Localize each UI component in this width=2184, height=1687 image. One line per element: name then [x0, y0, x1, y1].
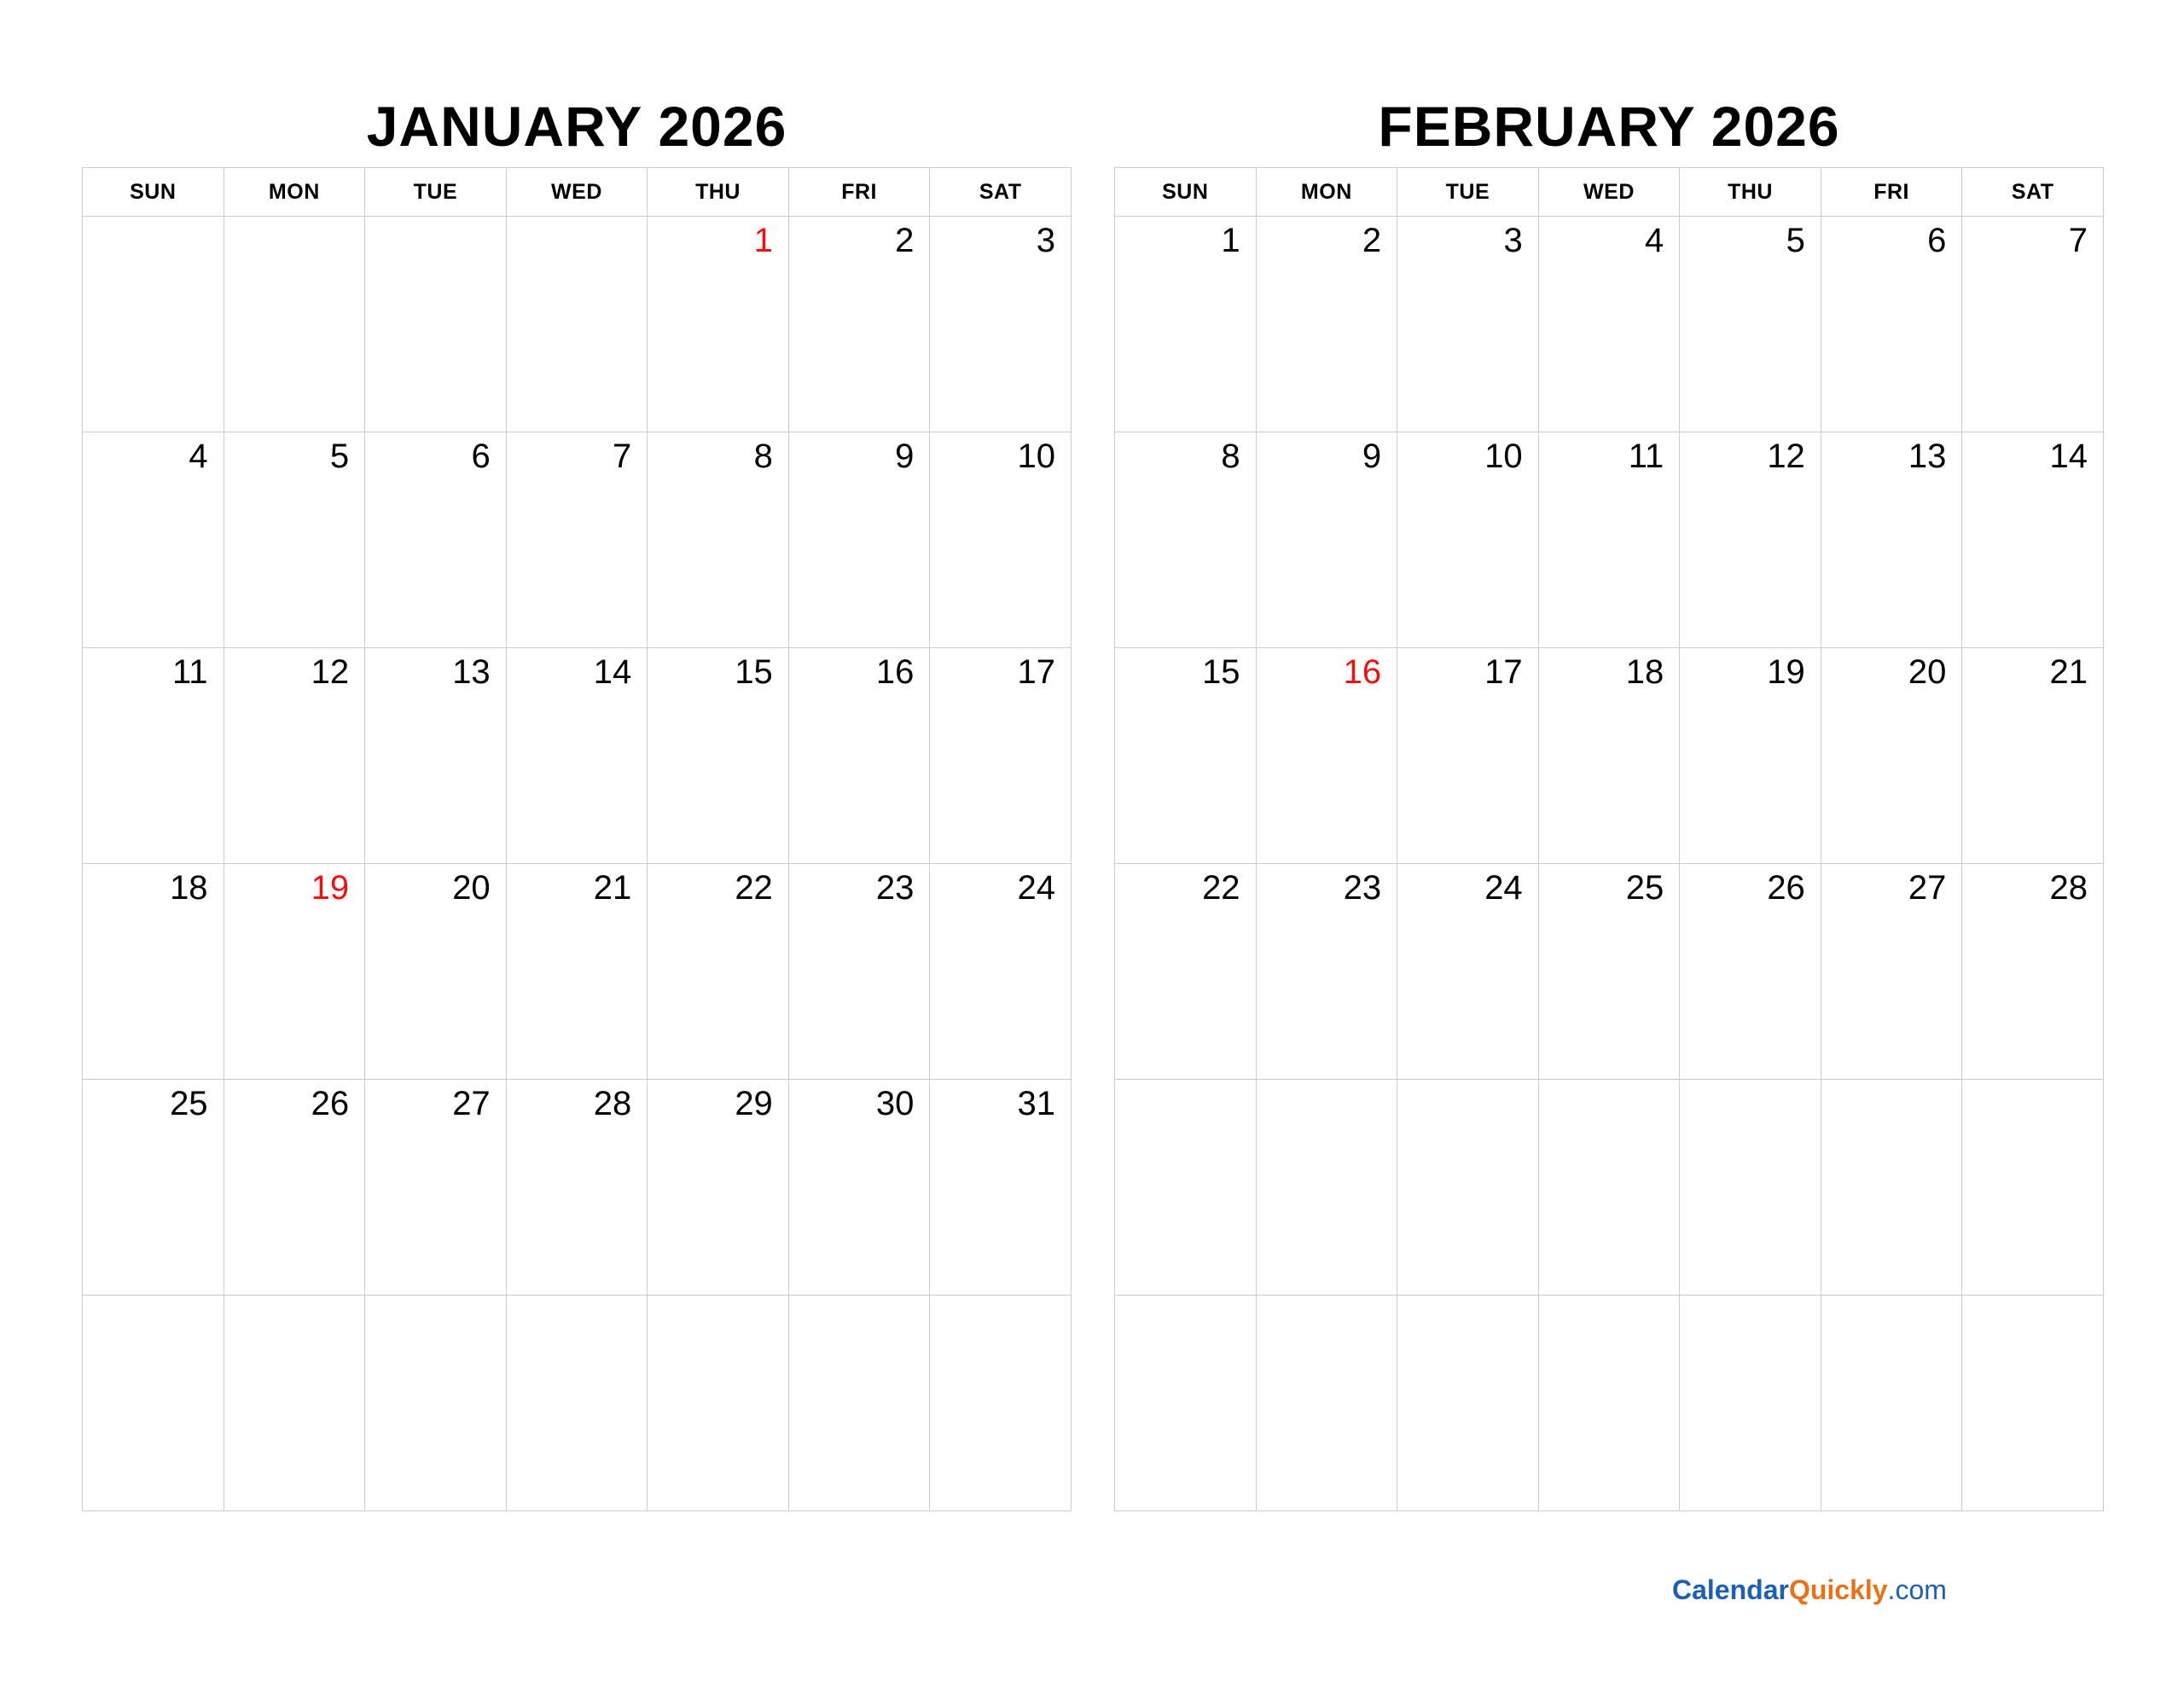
week-row [1115, 1080, 2104, 1296]
day-cell-15[interactable]: 15 [1115, 648, 1257, 864]
day-cell-19[interactable]: 19 [224, 864, 365, 1080]
day-cell-empty [1115, 1080, 1257, 1296]
weekday-header-sun: SUN [1115, 168, 1257, 217]
week-row [83, 864, 1072, 1080]
day-cell-13[interactable]: 13 [365, 648, 507, 864]
week-row [83, 217, 1072, 432]
week-row [83, 1296, 1072, 1511]
day-cell-empty [1538, 1080, 1680, 1296]
day-cell-empty [1256, 1080, 1397, 1296]
day-cell-17[interactable]: 17 [930, 648, 1072, 864]
day-cell-5[interactable]: 5 [1680, 217, 1821, 432]
day-cell-empty [1397, 1080, 1539, 1296]
week-row [1115, 432, 2104, 648]
weekday-header-sat: SAT [1962, 168, 2104, 217]
day-cell-11[interactable]: 11 [83, 648, 224, 864]
day-cell-empty [1680, 1296, 1821, 1511]
day-cell-16[interactable]: 16 [788, 648, 930, 864]
brand-part-quickly: Quickly [1788, 1574, 1888, 1605]
weekday-header-thu: THU [648, 168, 789, 217]
weekday-header-mon: MON [1256, 168, 1397, 217]
day-cell-empty [1962, 1296, 2104, 1511]
day-cell-6[interactable]: 6 [1821, 217, 1962, 432]
day-cell-6[interactable]: 6 [365, 432, 507, 648]
day-cell-empty [506, 217, 648, 432]
week-row [1115, 217, 2104, 432]
day-cell-empty [1256, 1296, 1397, 1511]
day-cell-5[interactable]: 5 [224, 432, 365, 648]
day-cell-17[interactable]: 17 [1397, 648, 1539, 864]
brand-part-domain: .com [1887, 1574, 1947, 1605]
month-title: FEBRUARY 2026 [1378, 95, 1840, 158]
day-cell-empty [83, 1296, 224, 1511]
week-row [1115, 1296, 2104, 1511]
day-cell-12[interactable]: 12 [224, 648, 365, 864]
weekday-header-mon: MON [224, 168, 365, 217]
day-cell-empty [224, 217, 365, 432]
weekday-header-wed: WED [1538, 168, 1680, 217]
month-grid [1114, 167, 2104, 1511]
day-cell-3[interactable]: 3 [1397, 217, 1539, 432]
week-row [1115, 648, 2104, 864]
day-cell-29[interactable]: 29 [648, 1080, 789, 1296]
day-cell-31[interactable]: 31 [930, 1080, 1072, 1296]
day-cell-11[interactable]: 11 [1538, 432, 1680, 648]
month-title: JANUARY 2026 [366, 95, 787, 158]
week-row [83, 1080, 1072, 1296]
day-cell-24[interactable]: 24 [1397, 864, 1539, 1080]
week-row [1115, 864, 2104, 1080]
day-cell-empty [1962, 1080, 2104, 1296]
weekday-header-tue: TUE [1397, 168, 1539, 217]
day-cell-2[interactable]: 2 [1256, 217, 1397, 432]
day-cell-25[interactable]: 25 [1538, 864, 1680, 1080]
calendar-container [82, 85, 2104, 1511]
day-cell-8[interactable]: 8 [648, 432, 789, 648]
weekday-header-fri: FRI [1821, 168, 1962, 217]
day-cell-13[interactable]: 13 [1821, 432, 1962, 648]
week-row [83, 432, 1072, 648]
day-cell-7[interactable]: 7 [506, 432, 648, 648]
day-cell-19[interactable]: 19 [1680, 648, 1821, 864]
day-cell-9[interactable]: 9 [788, 432, 930, 648]
day-cell-7[interactable]: 7 [1962, 217, 2104, 432]
day-cell-empty [83, 217, 224, 432]
day-cell-14[interactable]: 14 [1962, 432, 2104, 648]
day-cell-20[interactable]: 20 [1821, 648, 1962, 864]
day-cell-25[interactable]: 25 [83, 1080, 224, 1296]
day-cell-empty [1397, 1296, 1539, 1511]
weekday-header-sun: SUN [83, 168, 224, 217]
weekday-header-row [83, 168, 1072, 217]
day-cell-23[interactable]: 23 [1256, 864, 1397, 1080]
day-cell-27[interactable]: 27 [1821, 864, 1962, 1080]
day-cell-23[interactable]: 23 [788, 864, 930, 1080]
day-cell-empty [788, 1296, 930, 1511]
day-cell-empty [1538, 1296, 1680, 1511]
day-cell-1[interactable]: 1 [648, 217, 789, 432]
day-cell-empty [930, 1296, 1072, 1511]
day-cell-22[interactable]: 22 [1115, 864, 1257, 1080]
day-cell-26[interactable]: 26 [1680, 864, 1821, 1080]
day-cell-18[interactable]: 18 [83, 864, 224, 1080]
weekday-header-tue: TUE [365, 168, 507, 217]
weekday-header-row [1115, 168, 2104, 217]
week-row [83, 648, 1072, 864]
day-cell-4[interactable]: 4 [1538, 217, 1680, 432]
day-cell-21[interactable]: 21 [1962, 648, 2104, 864]
day-cell-10[interactable]: 10 [930, 432, 1072, 648]
day-cell-21[interactable]: 21 [506, 864, 648, 1080]
month-block-2 [1114, 85, 2104, 1511]
day-cell-24[interactable]: 24 [930, 864, 1072, 1080]
day-cell-18[interactable]: 18 [1538, 648, 1680, 864]
day-cell-empty [1821, 1080, 1962, 1296]
day-cell-22[interactable]: 22 [648, 864, 789, 1080]
day-cell-9[interactable]: 9 [1256, 432, 1397, 648]
day-cell-3[interactable]: 3 [930, 217, 1072, 432]
brand-part-calendar: Calendar [1672, 1574, 1789, 1605]
weekday-header-fri: FRI [788, 168, 930, 217]
day-cell-20[interactable]: 20 [365, 864, 507, 1080]
day-cell-empty [365, 217, 507, 432]
day-cell-16[interactable]: 16 [1256, 648, 1397, 864]
site-branding [1672, 1574, 2099, 1606]
weekday-header-sat: SAT [930, 168, 1072, 217]
day-cell-4[interactable]: 4 [83, 432, 224, 648]
month-grid [82, 167, 1072, 1511]
day-cell-14[interactable]: 14 [506, 648, 648, 864]
day-cell-15[interactable]: 15 [648, 648, 789, 864]
day-cell-28[interactable]: 28 [506, 1080, 648, 1296]
day-cell-27[interactable]: 27 [365, 1080, 507, 1296]
day-cell-empty [1821, 1296, 1962, 1511]
day-cell-12[interactable]: 12 [1680, 432, 1821, 648]
day-cell-8[interactable]: 8 [1115, 432, 1257, 648]
weekday-header-thu: THU [1680, 168, 1821, 217]
day-cell-1[interactable]: 1 [1115, 217, 1257, 432]
day-cell-28[interactable]: 28 [1962, 864, 2104, 1080]
day-cell-2[interactable]: 2 [788, 217, 930, 432]
day-cell-empty [224, 1296, 365, 1511]
day-cell-empty [506, 1296, 648, 1511]
weekday-header-wed: WED [506, 168, 648, 217]
day-cell-30[interactable]: 30 [788, 1080, 930, 1296]
day-cell-empty [648, 1296, 789, 1511]
day-cell-26[interactable]: 26 [224, 1080, 365, 1296]
day-cell-empty [1680, 1080, 1821, 1296]
day-cell-10[interactable]: 10 [1397, 432, 1539, 648]
day-cell-empty [365, 1296, 507, 1511]
day-cell-empty [1115, 1296, 1257, 1511]
month-block-1 [82, 85, 1072, 1511]
